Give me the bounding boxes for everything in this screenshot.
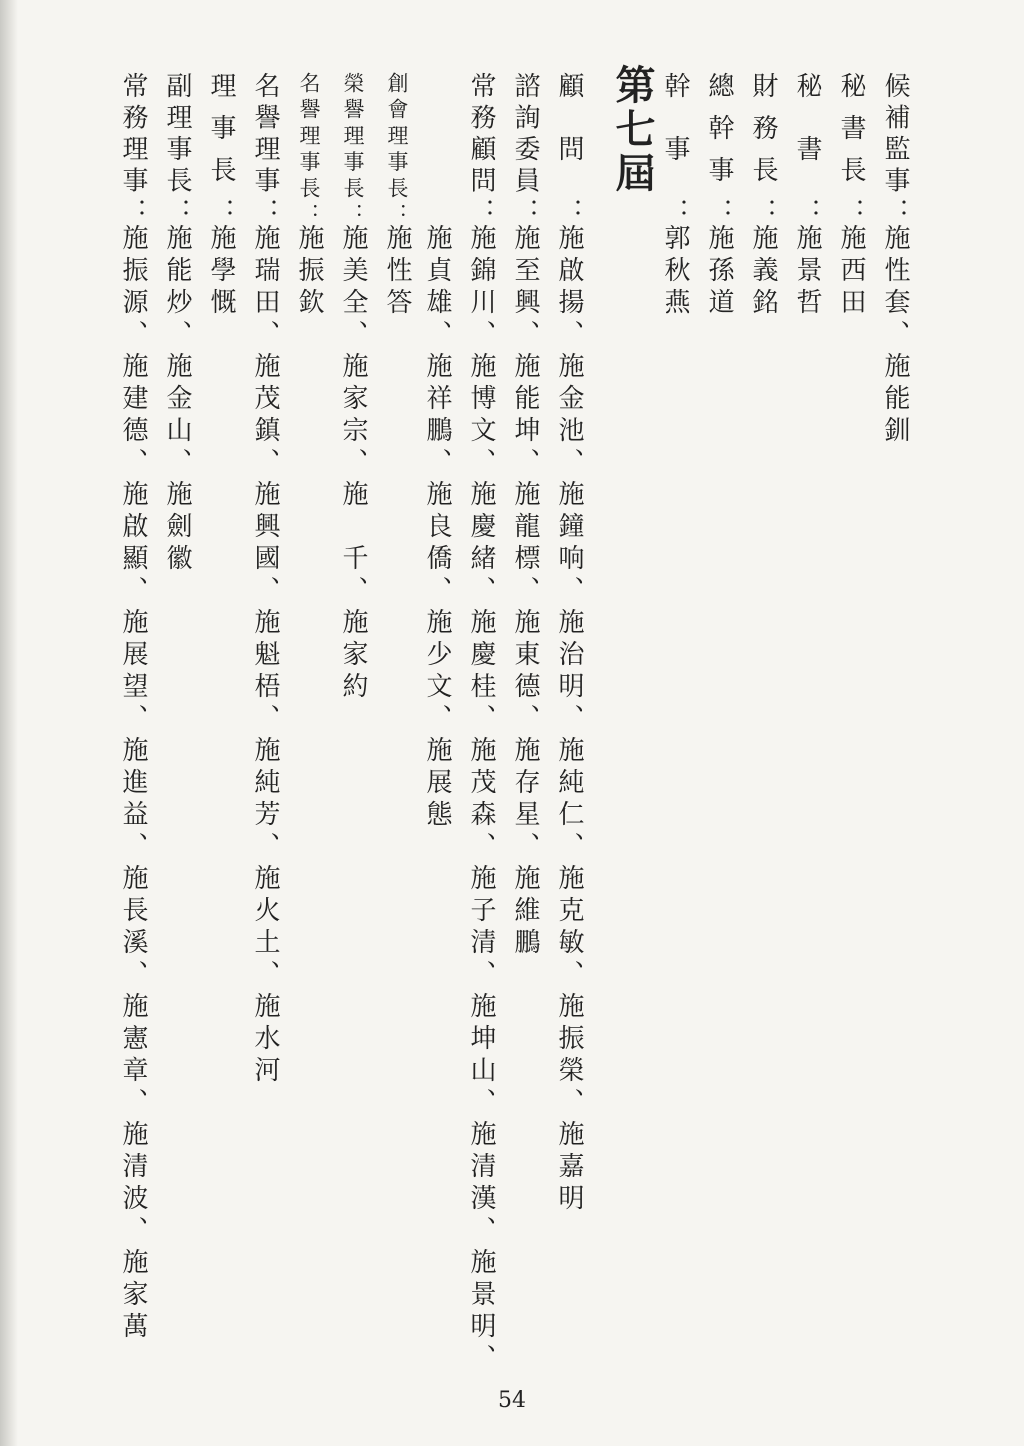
roster-column-advisors (556, 72, 582, 1216)
role-label: 秘書： (792, 72, 822, 224)
role-label: 候補監事： (880, 72, 910, 224)
member-names: 施景哲 (792, 224, 822, 320)
section-heading: 第七屆 (609, 64, 655, 196)
role-label: 幹事： (660, 72, 690, 224)
roster-column-secretary (794, 72, 820, 320)
member-names: 施貞雄、施祥鵬、施良僑、施少文、施展態 (422, 224, 452, 832)
member-names: 施美全、施家宗、施 千、施家約 (338, 224, 368, 704)
member-names: 施學慨 (206, 224, 236, 320)
role-label: 名譽理事： (250, 72, 280, 224)
member-names: 施至興、施能坤、施龍標、施東德、施存星、施維鵬 (510, 224, 540, 960)
page-binding-shadow (0, 0, 18, 1446)
roster-column-staff (662, 72, 688, 320)
member-names: 施性套、施能釧 (880, 224, 910, 448)
role-label: 名譽理事長： (297, 72, 321, 224)
member-names: 施振欽 (294, 224, 324, 320)
member-names: 施瑞田、施茂鎮、施興國、施魁梧、施純芳、施火土、施水河 (250, 224, 280, 1088)
roster-column-honorary-directors (252, 72, 278, 1088)
roster-column-secretary-general (838, 72, 864, 320)
role-label: 財務長： (748, 72, 778, 224)
page-number: 54 (498, 1388, 526, 1413)
member-names: 施能炒、施金山、施劍徽 (162, 224, 192, 576)
role-label: 顧問： (554, 72, 584, 224)
roster-column-founding-chairman (384, 72, 410, 320)
member-names: 郭秋燕 (660, 224, 690, 320)
role-label: 諮詢委員： (510, 72, 540, 224)
role-label: 創會理事長： (385, 72, 409, 224)
member-names: 施性答 (382, 224, 412, 320)
roster-column-general-manager (706, 72, 732, 320)
role-label: 常務理事： (118, 72, 148, 224)
roster-column-honorary-chairmen (340, 72, 366, 704)
role-label: 理事長： (206, 72, 236, 224)
roster-column-honorary-chairman (296, 72, 322, 320)
role-label: 總幹事： (704, 72, 734, 224)
roster-column-alternate-supervisors (882, 72, 908, 448)
roster-column-vice-chairmen (164, 72, 190, 576)
member-names: 施振源、施建德、施啟顯、施展望、施進益、施長溪、施憲章、施清波、施家萬 (118, 224, 148, 1344)
roster-column-chairman (208, 72, 234, 320)
role-label: 秘書長： (836, 72, 866, 224)
roster-column-standing-directors (120, 72, 146, 1344)
roster-column-advisors-continued (424, 224, 450, 832)
member-names: 施義銘 (748, 224, 778, 320)
roster-column-consultants (512, 72, 538, 960)
role-label: 副理事長： (162, 72, 192, 224)
role-label: 常務顧問： (466, 72, 496, 224)
member-names: 施錦川、施博文、施慶緒、施慶桂、施茂森、施子清、施坤山、施清漢、施景明、 (466, 224, 496, 1376)
role-label: 榮譽理事長： (341, 72, 365, 224)
member-names: 施西田 (836, 224, 866, 320)
member-names: 施孫道 (704, 224, 734, 320)
roster-column-standing-advisors (468, 72, 494, 1376)
member-names: 施啟揚、施金池、施鐘响、施治明、施純仁、施克敏、施振榮、施嘉明 (554, 224, 584, 1216)
roster-column-treasurer (750, 72, 776, 320)
